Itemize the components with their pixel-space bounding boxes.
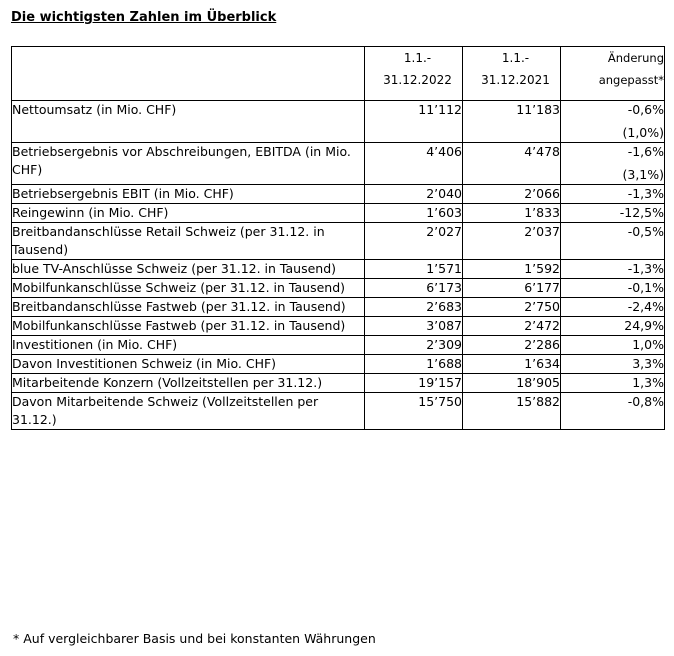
change-value: 1,3% — [632, 375, 664, 390]
row-label: Betriebsergebnis EBIT (in Mio. CHF) — [12, 185, 365, 204]
table-row — [12, 336, 665, 355]
header-change-line1: Änderung — [607, 51, 664, 65]
value-2022: 4’406 — [365, 143, 463, 185]
change-value: -0,1% — [627, 280, 664, 295]
value-2021: 18’905 — [463, 374, 561, 393]
change-cell — [561, 185, 665, 204]
footnote: * Auf vergleichbarer Basis und bei konstanten Währungen — [13, 631, 376, 646]
change-cell — [561, 204, 665, 223]
value-2022: 15’750 — [365, 393, 463, 430]
row-label: Breitbandanschlüsse Retail Schweiz (per 31.12. in Tausend) — [12, 223, 365, 260]
header-2021-line2: 31.12.2021 — [481, 73, 550, 87]
change-cell — [561, 143, 665, 185]
row-label: Investitionen (in Mio. CHF) — [12, 336, 365, 355]
table-row — [12, 298, 665, 317]
change-adjusted-value: (3,1%) — [622, 167, 664, 182]
change-value: -0,8% — [627, 394, 664, 409]
value-2021: 6’177 — [463, 279, 561, 298]
table-row — [12, 355, 665, 374]
change-value: 1,0% — [632, 337, 664, 352]
table-row — [12, 223, 665, 260]
value-2022: 2’040 — [365, 185, 463, 204]
change-value: -0,5% — [627, 224, 664, 239]
row-label: Davon Mitarbeitende Schweiz (Vollzeitstellen per 31.12.) — [12, 393, 365, 430]
value-2021: 2’066 — [463, 185, 561, 204]
table-row — [12, 204, 665, 223]
change-value: 24,9% — [624, 318, 664, 333]
change-cell — [561, 223, 665, 260]
header-2021-line1: 1.1.- — [501, 51, 530, 65]
value-2022: 1’603 — [365, 204, 463, 223]
header-2021-cell — [463, 47, 561, 101]
row-label: Mobilfunkanschlüsse Fastweb (per 31.12. in Tausend) — [12, 317, 365, 336]
value-2022: 1’571 — [365, 260, 463, 279]
row-label: Breitbandanschlüsse Fastweb (per 31.12. in Tausend) — [12, 298, 365, 317]
row-label: Reingewinn (in Mio. CHF) — [12, 204, 365, 223]
value-2022: 2’683 — [365, 298, 463, 317]
value-2021: 2’750 — [463, 298, 561, 317]
change-cell — [561, 298, 665, 317]
table-row — [12, 279, 665, 298]
table-body — [12, 101, 665, 430]
value-2021: 11’183 — [463, 101, 561, 143]
row-label: Nettoumsatz (in Mio. CHF) — [12, 101, 365, 143]
value-2022: 19’157 — [365, 374, 463, 393]
change-cell — [561, 374, 665, 393]
change-cell — [561, 101, 665, 143]
value-2021: 2’472 — [463, 317, 561, 336]
change-value: -1,3% — [627, 186, 664, 201]
row-label: Mobilfunkanschlüsse Schweiz (per 31.12. in Tausend) — [12, 279, 365, 298]
change-value: 3,3% — [632, 356, 664, 371]
key-figures-table — [11, 46, 665, 430]
value-2021: 1’833 — [463, 204, 561, 223]
value-2022: 2’027 — [365, 223, 463, 260]
value-2022: 1’688 — [365, 355, 463, 374]
change-cell — [561, 260, 665, 279]
value-2021: 4’478 — [463, 143, 561, 185]
value-2021: 1’634 — [463, 355, 561, 374]
header-2022-line2: 31.12.2022 — [383, 73, 452, 87]
change-value: -0,6% — [627, 102, 664, 117]
value-2022: 3’087 — [365, 317, 463, 336]
value-2022: 11’112 — [365, 101, 463, 143]
value-2021: 1’592 — [463, 260, 561, 279]
change-adjusted-value: (1,0%) — [622, 125, 664, 140]
header-change-cell — [561, 47, 665, 101]
header-2022-cell — [365, 47, 463, 101]
header-2022-line1: 1.1.- — [403, 51, 432, 65]
table-row — [12, 374, 665, 393]
change-value: -1,6% — [627, 144, 664, 159]
change-cell — [561, 336, 665, 355]
header-change-line2: angepasst* — [598, 73, 664, 87]
row-label: Davon Investitionen Schweiz (in Mio. CHF) — [12, 355, 365, 374]
table-row — [12, 260, 665, 279]
value-2022: 6’173 — [365, 279, 463, 298]
table-row — [12, 185, 665, 204]
table-row — [12, 143, 665, 185]
change-value: -1,3% — [627, 261, 664, 276]
table-row — [12, 393, 665, 430]
row-label: blue TV-Anschlüsse Schweiz (per 31.12. in Tausend) — [12, 260, 365, 279]
table-row — [12, 317, 665, 336]
table-header-row — [12, 47, 665, 101]
change-cell — [561, 355, 665, 374]
header-label-cell — [12, 47, 365, 101]
value-2021: 2’286 — [463, 336, 561, 355]
change-value: -12,5% — [619, 205, 664, 220]
table-row — [12, 101, 665, 143]
change-cell — [561, 279, 665, 298]
value-2021: 15’882 — [463, 393, 561, 430]
change-cell — [561, 393, 665, 430]
row-label: Betriebsergebnis vor Abschreibungen, EBITDA (in Mio. CHF) — [12, 143, 365, 185]
change-value: -2,4% — [627, 299, 664, 314]
row-label: Mitarbeitende Konzern (Vollzeitstellen per 31.12.) — [12, 374, 365, 393]
page-title: Die wichtigsten Zahlen im Überblick — [11, 10, 277, 25]
value-2022: 2’309 — [365, 336, 463, 355]
change-cell — [561, 317, 665, 336]
value-2021: 2’037 — [463, 223, 561, 260]
